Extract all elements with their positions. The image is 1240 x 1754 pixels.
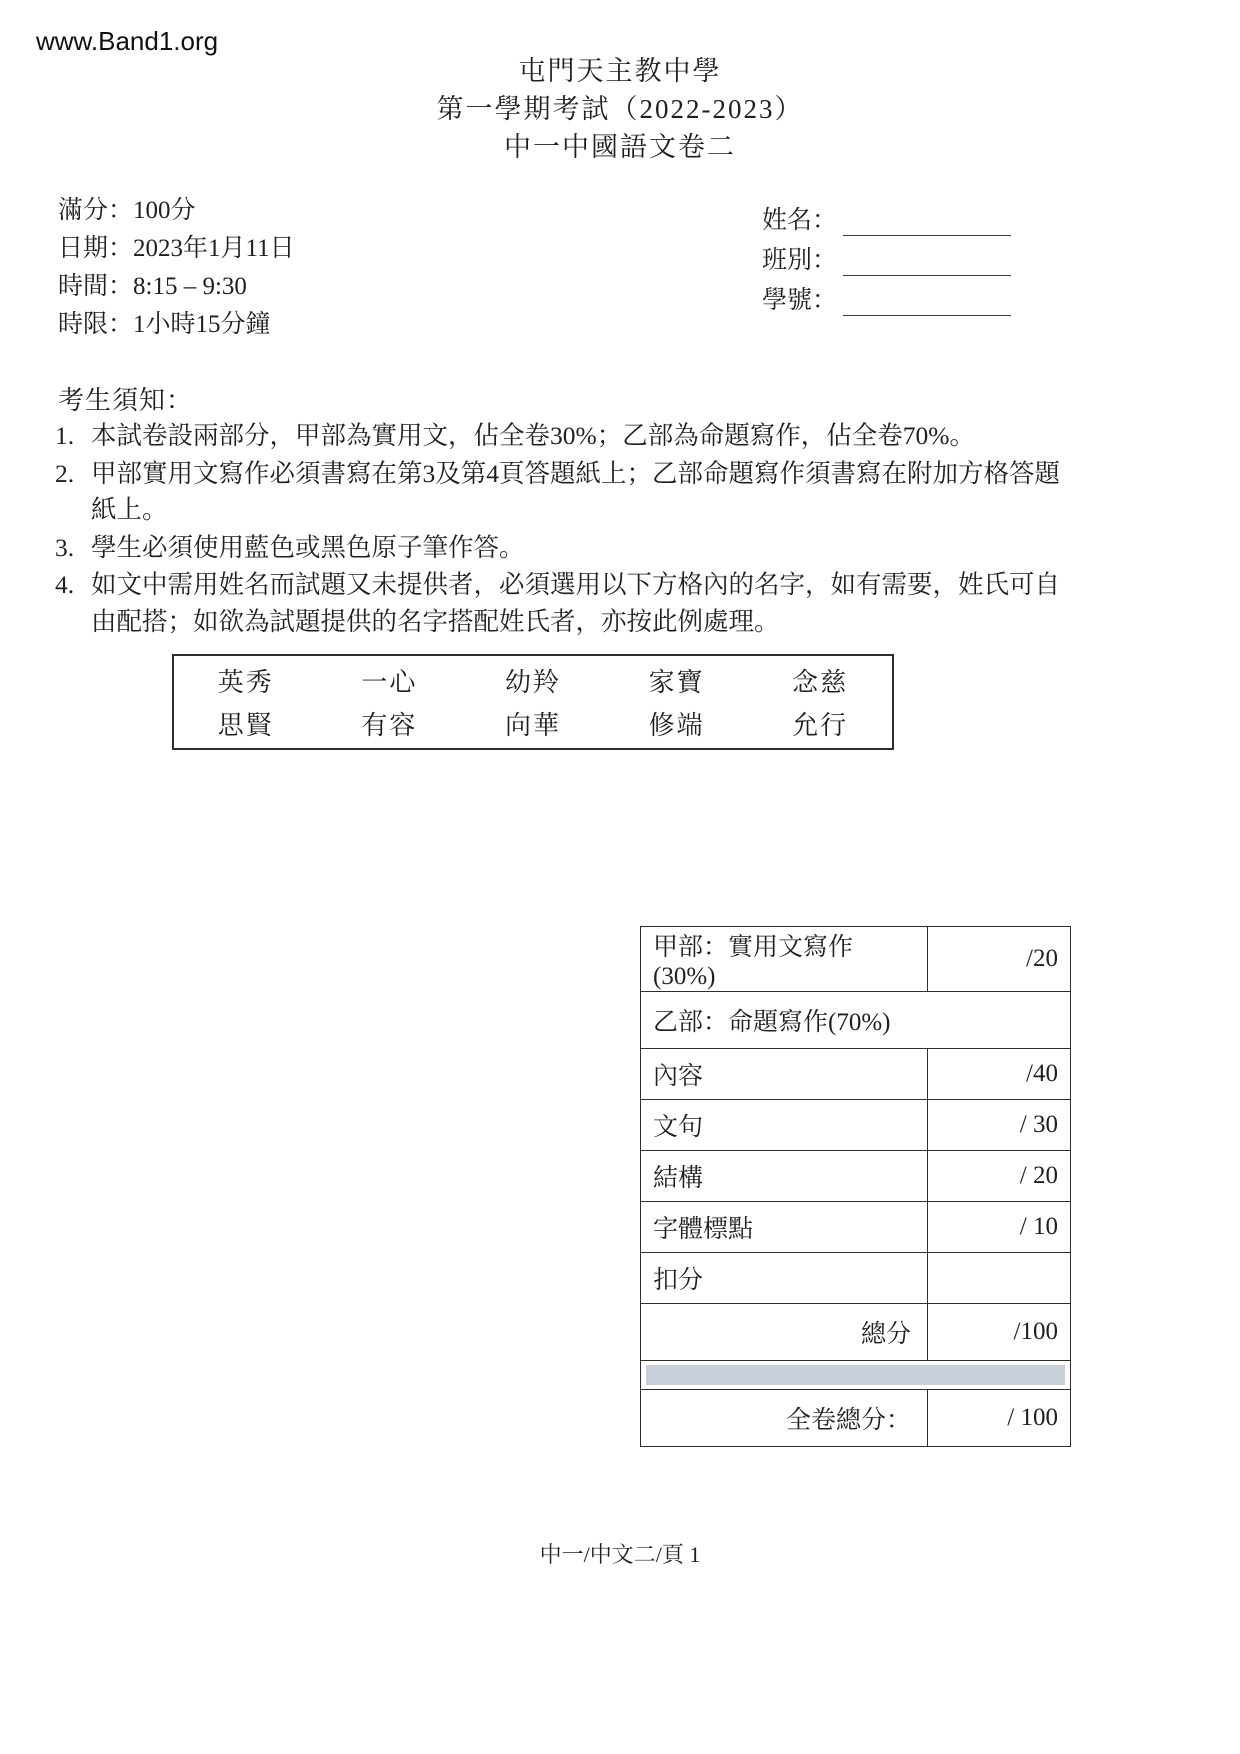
- allowed-name: 念慈: [792, 668, 849, 697]
- notice-item-2: [55, 456, 1067, 529]
- score-label-cell: 扣分: [641, 1253, 928, 1304]
- student-number-field-label: 學號：: [762, 287, 838, 314]
- score-value-cell: / 10: [928, 1202, 1071, 1253]
- site-watermark: www.Band1.org: [36, 26, 219, 56]
- class-field-blank-line: [843, 245, 1011, 276]
- allowed-name: 允行: [792, 711, 849, 740]
- score-row-handwriting: [641, 1202, 1071, 1253]
- score-value-cell: / 30: [928, 1100, 1071, 1151]
- score-row-grand-total: [641, 1390, 1071, 1447]
- notice-item-text: 學生必須使用藍色或黑色原子筆作答。: [91, 532, 525, 562]
- score-label-cell: 文句: [641, 1100, 928, 1151]
- allowed-names-row-2: [174, 705, 892, 742]
- paper-title: 中一中國語文卷二: [504, 132, 736, 162]
- notice-item-3: [55, 530, 1067, 567]
- score-row-part-b: [641, 992, 1071, 1049]
- allowed-name: 有容: [361, 711, 418, 740]
- score-row-subtotal: [641, 1304, 1071, 1361]
- score-label-cell: 全卷總分：: [641, 1390, 928, 1447]
- notice-item-number: 3.: [55, 532, 75, 562]
- student-fields-block: [762, 196, 1011, 316]
- score-label-cell: 內容: [641, 1049, 928, 1100]
- score-value-cell: [928, 1253, 1071, 1304]
- notice-list: [55, 418, 1067, 641]
- score-label-cell: 總分: [641, 1304, 928, 1361]
- notice-item-4: [55, 567, 1067, 640]
- allowed-name: 一心: [361, 668, 418, 697]
- notice-heading: 考生須知：: [58, 386, 194, 415]
- name-field-blank-line: [843, 205, 1011, 236]
- score-value-cell: /20: [928, 927, 1071, 992]
- gray-strip: [646, 1365, 1065, 1385]
- exam-time: 時間：8:15 – 9:30: [58, 273, 247, 300]
- allowed-names-row-1: [174, 662, 892, 699]
- name-field-label: 姓名：: [762, 207, 838, 234]
- class-field-label: 班別：: [762, 247, 838, 274]
- score-row-structure: [641, 1151, 1071, 1202]
- notice-item-text: 本試卷設兩部分，甲部為實用文，佔全卷30%；乙部為命題寫作，佔全卷70%。: [91, 421, 975, 450]
- score-label-cell: 字體標點: [641, 1202, 928, 1253]
- page-footer: 中一/中文二/頁 1: [539, 1542, 701, 1567]
- full-marks: 滿分：100分: [58, 197, 196, 224]
- score-label-cell: 結構: [641, 1151, 928, 1202]
- score-value-cell: / 20: [928, 1151, 1071, 1202]
- notice-item-number: 1.: [55, 421, 75, 450]
- exam-info-block: [58, 192, 295, 344]
- class-field-row: [762, 236, 1011, 276]
- score-row-divider: [641, 1361, 1071, 1390]
- allowed-name: 家寶: [648, 668, 705, 697]
- score-table: [640, 926, 1071, 1447]
- score-value-cell: /100: [928, 1304, 1071, 1361]
- allowed-names-box: [172, 654, 894, 750]
- notice-item-text: 甲部實用文寫作必須書寫在第3及第4頁答題紙上；乙部命題寫作須書寫在附加方格答題紙上。: [91, 458, 1061, 524]
- student-number-blank-line: [843, 285, 1011, 316]
- allowed-name: 思賢: [217, 711, 274, 740]
- score-value-cell: /40: [928, 1049, 1071, 1100]
- score-row-deduction: [641, 1253, 1071, 1304]
- score-label-cell: 乙部：命題寫作(70%): [641, 992, 1071, 1049]
- student-number-field-row: [762, 276, 1011, 316]
- allowed-name: 修端: [648, 711, 705, 740]
- score-row-part-a: [641, 927, 1071, 992]
- school-name: 屯門天主教中學: [518, 56, 722, 86]
- score-row-content: [641, 1049, 1071, 1100]
- allowed-name: 向華: [504, 711, 561, 740]
- name-field-row: [762, 196, 1011, 236]
- notice-item-1: [55, 418, 1067, 455]
- allowed-name: 英秀: [217, 668, 274, 697]
- notice-item-text: 如文中需用姓名而試題又未提供者，必須選用以下方格內的名字，如有需要，姓氏可自由配搭；如欲為試題提供的名字搭配姓氏者，亦按此例處理。: [91, 570, 1061, 636]
- score-divider-cell: [641, 1361, 1071, 1390]
- score-label-cell: 甲部：實用文寫作(30%): [641, 927, 928, 992]
- exam-title: 第一學期考試（2022-2023）: [436, 94, 804, 124]
- notice-item-number: 4.: [55, 570, 75, 599]
- score-row-sentences: [641, 1100, 1071, 1151]
- allowed-name: 幼羚: [504, 668, 561, 697]
- title-block: [0, 52, 1240, 166]
- exam-duration: 時限：1小時15分鐘: [58, 311, 271, 338]
- exam-date: 日期：2023年1月11日: [58, 235, 295, 262]
- notice-item-number: 2.: [55, 458, 75, 488]
- score-value-cell: / 100: [928, 1390, 1071, 1447]
